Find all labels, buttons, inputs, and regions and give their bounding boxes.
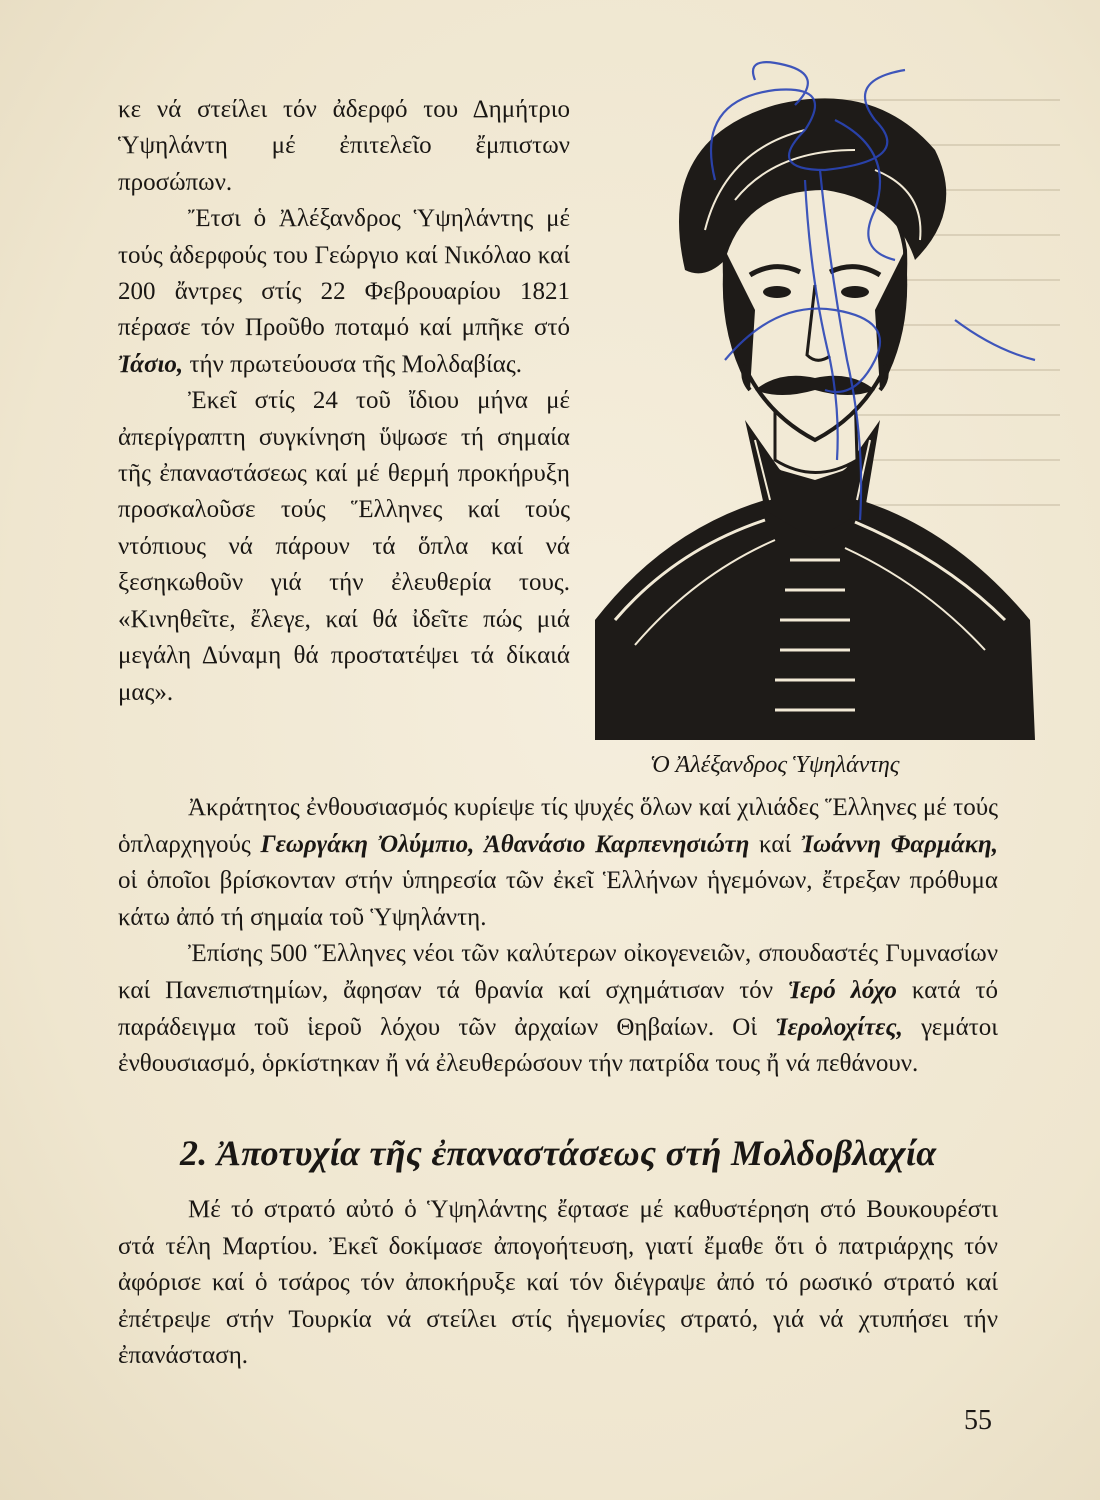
paragraph-2: Ἔτσι ὁ Ἀλέξανδρος Ὑψηλάντης μέ τούς ἀδερφούς του Γεώργιο καί Νικόλαο καί 200 ἄντρες στίς 22 Φεβρουαρίου 1821 πέρασε τόν Προῦθο ποταμό καί μπῆκε στό Ἰάσιο, τήν πρωτεύουσα τῆς Μολδαβίας. (118, 205, 570, 378)
place-name-iasio: Ἰάσιο, (118, 350, 184, 378)
chieftain-name-farmakis: Ἰωάννη Φαρμάκη, (800, 830, 998, 858)
left-column-text (118, 92, 570, 711)
portrait-illustration (575, 60, 1045, 740)
paragraph-5: Ἐπίσης 500 Ἕλληνες νέοι τῶν καλύτερων οἰκογενειῶν, σπουδαστές Γυμνασίων καί Πανεπιστημίων, ἄφησαν τά θρανία καί σχημάτισαν τόν Ἱερό λόχο κατά τό παράδειγμα τοῦ ἱεροῦ λόχου τῶν ἀρχαίων Θηβαίων. Οἱ Ἱερολοχίτες, γεμάτοι ἐνθουσιασμό, ὁρκίστηκαν ἤ νά ἐλευθερώσουν τήν πατρίδα τους ἤ νά πεθάνουν. (118, 940, 999, 1078)
section-heading: 2. Ἀποτυχία τῆς ἐπαναστάσεως στή Μολδοβλαχία (180, 1133, 937, 1173)
paragraph-1: κε νά στείλει τόν ἀδερφό του Δημήτριο Ὑψηλάντη μέ ἐπιτελεῖο ἔμπιστων προσώπων. (118, 96, 570, 196)
portrait-caption: Ὁ Ἀλέξανδρος Ὑψηλάντης (650, 752, 900, 778)
full-width-text (118, 790, 998, 1083)
paragraph-3: Ἐκεῖ στίς 24 τοῦ ἴδιου μήνα μέ ἀπερίγραπτη συγκίνηση ὕψωσε τή σημαία τῆς ἐπαναστάσεως καί μέ θερμή προκήρυξη προσκαλοῦσε τούς Ἕλληνες καί τούς ντόπιους νά πάρουν τά ὅπλα καί νά ξεσηκωθοῦν γιά τήν ἐλευθερία τους. «Κινηθεῖτε, ἔλεγε, καί θά ἰδεῖτε πώς μιά μεγάλη Δύναμη θά προστατέψει τά δίκαιά μας». (118, 387, 570, 706)
page-number: 55 (964, 1405, 992, 1436)
section-2-text (118, 1192, 998, 1375)
sacred-band-members-term: Ἱερολοχίτες, (775, 1013, 903, 1041)
paragraph-6: Μέ τό στρατό αὐτό ὁ Ὑψηλάντης ἔφτασε μέ καθυστέρηση στό Βουκουρέστι στά τέλη Μαρτίου. Ἐκεῖ δοκίμασε ἀπογοήτευση, γιατί ἔμαθε ὅτι ὁ πατριάρχης τόν ἀφόρισε καί ὁ τσάρος τόν ἀποκήρυξε καί τόν διέγραψε ἀπό τό ρωσικό στρατό καί ἐπέτρεψε στήν Τουρκία νά στείλει στίς ἡγεμονίες στρατό, γιά νά χτυπήσει τήν ἐπανάσταση. (118, 1196, 998, 1370)
sacred-band-term: Ἱερό λόχο (788, 976, 897, 1004)
chieftain-names: Γεωργάκη Ὀλύμπιο, Ἀθανάσιο Καρπενησιώτη (260, 830, 750, 858)
paragraph-4: Ἀκράτητος ἐνθουσιασμός κυρίεψε τίς ψυχές ὅλων καί χιλιάδες Ἕλληνες μέ τούς ὁπλαρχηγούς Γεωργάκη Ὀλύμπιο, Ἀθανάσιο Καρπενησιώτη καί Ἰωάννη Φαρμάκη, οἱ ὁποῖοι βρίσκονταν στήν ὑπηρεσία τῶν ἐκεῖ Ἑλλήνων ἡγεμόνων, ἔτρεξαν πρόθυμα κάτω ἀπό τή σημαία τοῦ Ὑψηλάντη. (118, 794, 998, 931)
